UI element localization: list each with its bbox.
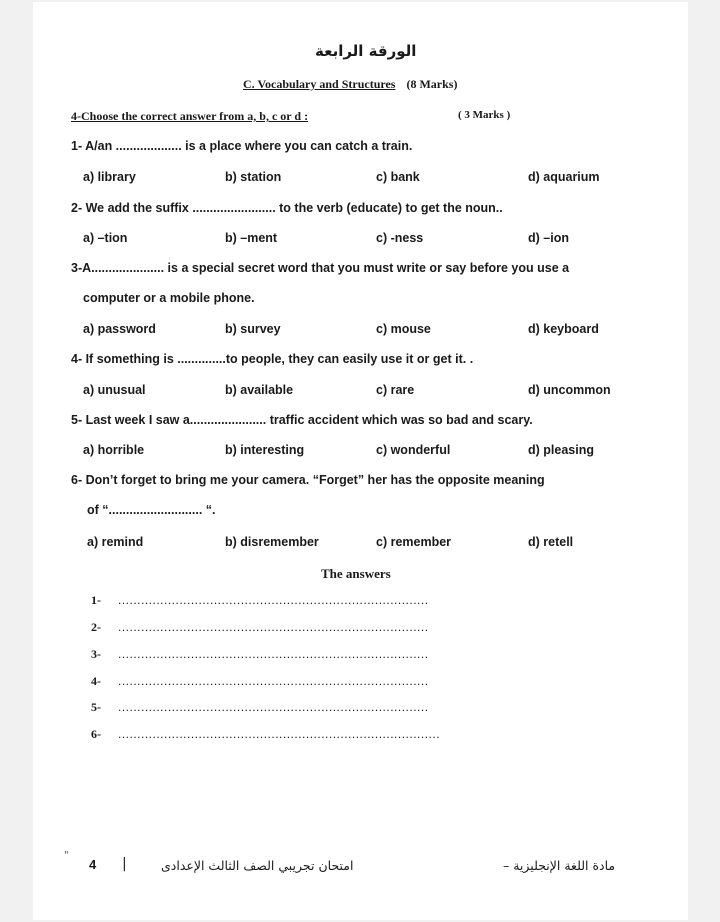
footer-separator: |: [122, 856, 127, 872]
question-instruction: 4-Choose the correct answer from a, b, c or d :: [71, 109, 309, 123]
question-2-option-b: b) –ment: [225, 231, 278, 245]
question-5-option-d: d) pleasing: [528, 443, 594, 457]
answer-3-number: 3-: [91, 647, 101, 661]
answer-1-number: 1-: [91, 593, 101, 607]
question-1-option-a: a) library: [83, 170, 136, 184]
answer-6-line[interactable]: ....................................................................................: [118, 727, 441, 741]
question-2-option-c: c) -ness: [376, 231, 424, 245]
question-4-option-c: c) rare: [376, 383, 415, 397]
answer-2-line[interactable]: .................................................................................: [118, 620, 429, 634]
section-heading: [243, 77, 457, 92]
question-1-text: 1- A/an ................... is a place where you can catch a train.: [71, 139, 413, 153]
question-5-text: 5- Last week I saw a...................... traffic accident which was so bad and scary.: [71, 413, 533, 427]
question-4-option-a: a) unusual: [83, 383, 146, 397]
question-6-option-b: b) disremember: [225, 535, 319, 549]
question-6-option-a: a) remind: [87, 535, 144, 549]
question-4-text: 4- If something is ..............to people, they can easily use it or get it. .: [71, 352, 474, 366]
question-3-option-d: d) keyboard: [528, 322, 599, 336]
question-5-option-c: c) wonderful: [376, 443, 451, 457]
section-title: C. Vocabulary and Structures: [243, 77, 396, 91]
question-1-option-b: b) station: [225, 170, 282, 184]
answer-1-line[interactable]: .................................................................................: [118, 593, 429, 607]
question-3-text: 3-A..................... is a special secret word that you must write or say before you use a: [71, 261, 570, 275]
question-3-option-b: b) survey: [225, 322, 281, 336]
footer-subject: مادة اللغة الإنجليزية –: [503, 858, 616, 873]
question-1-option-c: c) bank: [376, 170, 420, 184]
question-6-option-c: c) remember: [376, 535, 452, 549]
footer-mark: ": [64, 850, 69, 861]
question-3-option-c: c) mouse: [376, 322, 431, 336]
question-4-option-d: d) uncommon: [528, 383, 611, 397]
answer-4-line[interactable]: .................................................................................: [118, 674, 429, 688]
section-marks: (8 Marks): [406, 77, 458, 91]
instruction-marks: ( 3 Marks ): [458, 109, 511, 121]
arabic-page-title: الورقة الرابعة: [315, 42, 417, 60]
question-3-option-a: a) password: [83, 322, 156, 336]
question-6-text-continued: of “........................... “.: [87, 503, 216, 517]
question-1-option-d: d) aquarium: [528, 170, 600, 184]
question-6-text: 6- Don’t forget to bring me your camera. “Forget” her has the opposite meaning: [71, 473, 545, 487]
question-2-option-d: d) –ion: [528, 231, 569, 245]
document-page: [33, 2, 688, 920]
question-4-option-b: b) available: [225, 383, 294, 397]
answer-2-number: 2-: [91, 620, 101, 634]
question-5-option-a: a) horrible: [83, 443, 145, 457]
question-6-option-d: d) retell: [528, 535, 574, 549]
answers-title: The answers: [321, 566, 391, 581]
answer-4-number: 4-: [91, 674, 101, 688]
question-5-option-b: b) interesting: [225, 443, 305, 457]
footer-page-number: 4: [89, 857, 97, 872]
question-3-text-continued: computer or a mobile phone.: [83, 291, 255, 305]
answer-3-line[interactable]: .................................................................................: [118, 647, 429, 661]
answer-6-number: 6-: [91, 727, 101, 741]
answer-5-line[interactable]: .................................................................................: [118, 700, 429, 714]
answer-5-number: 5-: [91, 700, 101, 714]
footer-exam-title: امتحان تجريبي الصف الثالث الإعدادى: [161, 858, 354, 873]
question-2-option-a: a) –tion: [83, 231, 128, 245]
question-2-text: 2- We add the suffix ........................ to the verb (educate) to get the noun..: [71, 201, 503, 215]
